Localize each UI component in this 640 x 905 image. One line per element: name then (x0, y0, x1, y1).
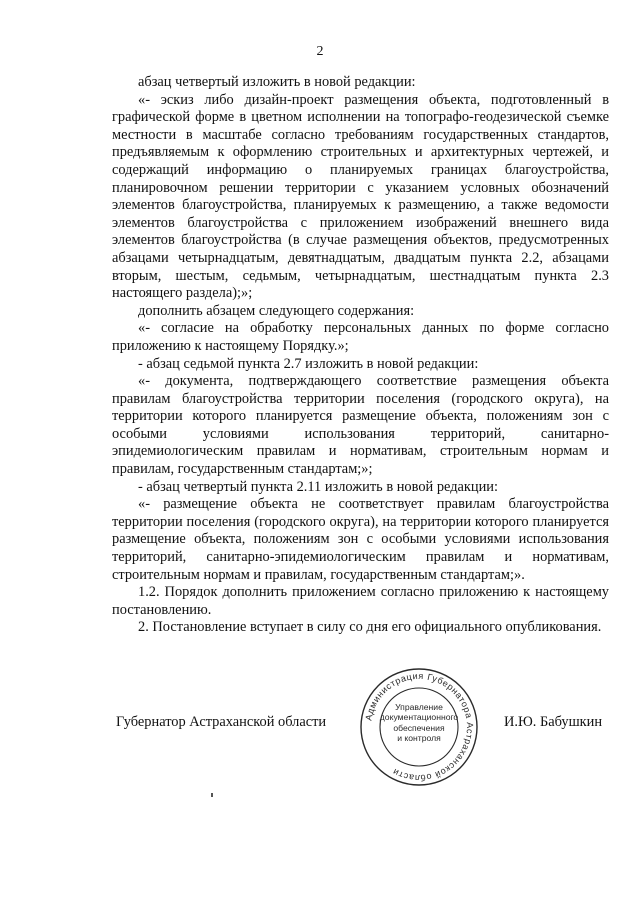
paragraph: «- эскиз либо дизайн-проект размещения объекта, подготовленный в графической форме в цветном исполнении на топографо-геодезической съемке местности в масштабе согласно требованиям государственных стандартов, предъявляемым к оформлению строительных и архитектурных чертежей, и содержащий информацию о планируемых границах благоустройства, планировочном решении территории с указанием условных обозначений элементов благоустройства, планируемых к размещению, а также ведомости элементов благоустройства с приложением изображений внешнего вида элементов благоустройства (в случае размещения объектов, предусмотренных абзацами четырнадцатым, девятнадцатым, двадцатым пункта 2.2, абзацами вторым, шестым, седьмым, четырнадцатым, шестнадцатым пункта 2.3 настоящего раздела);»; (112, 91, 609, 302)
signatory-name: И.Ю. Бабушкин (504, 714, 603, 730)
paragraph: 2. Постановление вступает в силу со дня его официального опубликования. (138, 619, 602, 636)
signatory-position: Губернатор Астраханской области (116, 714, 327, 730)
paragraph: 1.2. Порядок дополнить приложением согласно приложению к настоящему постановлению. (112, 584, 609, 618)
paragraph: «- размещение объекта не соответствует правилам благоустройства территории поселения (городского округа), на территории которого планируется размещение объекта, положениям зон с особыми условиями использования территорий, санитарно-эпидемиологическим правилам и нормативам, строительным нормам и правилам, государственным стандартам;». (112, 496, 609, 583)
paragraph: - абзац седьмой пункта 2.7 изложить в новой редакции: (138, 355, 479, 372)
official-stamp (358, 666, 480, 788)
paragraph: «- согласие на обработку персональных данных по форме согласно приложению к настоящему Порядку.»; (112, 320, 609, 354)
paragraph: - абзац четвертый пункта 2.11 изложить в новой редакции: (138, 478, 499, 495)
stamp-center-text: Управление документационного обеспечения и контроля (379, 702, 459, 744)
stamp-ring-text: Администрация Губернатора Астраханской области (363, 670, 476, 784)
paragraph: «- документа, подтверждающего соответствие размещения объекта правилам благоустройства территории поселения (городского округа), на территории которого планируется размещение объекта, положениям зон с особыми условиями использования территорий, санитарно-эпидемиологическим правилам и нормативам, строительным нормам и правилам, государственным стандартам;»; (112, 373, 609, 478)
document-body (112, 74, 609, 637)
scan-speck (211, 793, 213, 797)
page-number: 2 (316, 44, 324, 59)
paragraph: дополнить абзацем следующего содержания: (138, 302, 415, 319)
paragraph: абзац четвертый изложить в новой редакции: (138, 74, 416, 90)
